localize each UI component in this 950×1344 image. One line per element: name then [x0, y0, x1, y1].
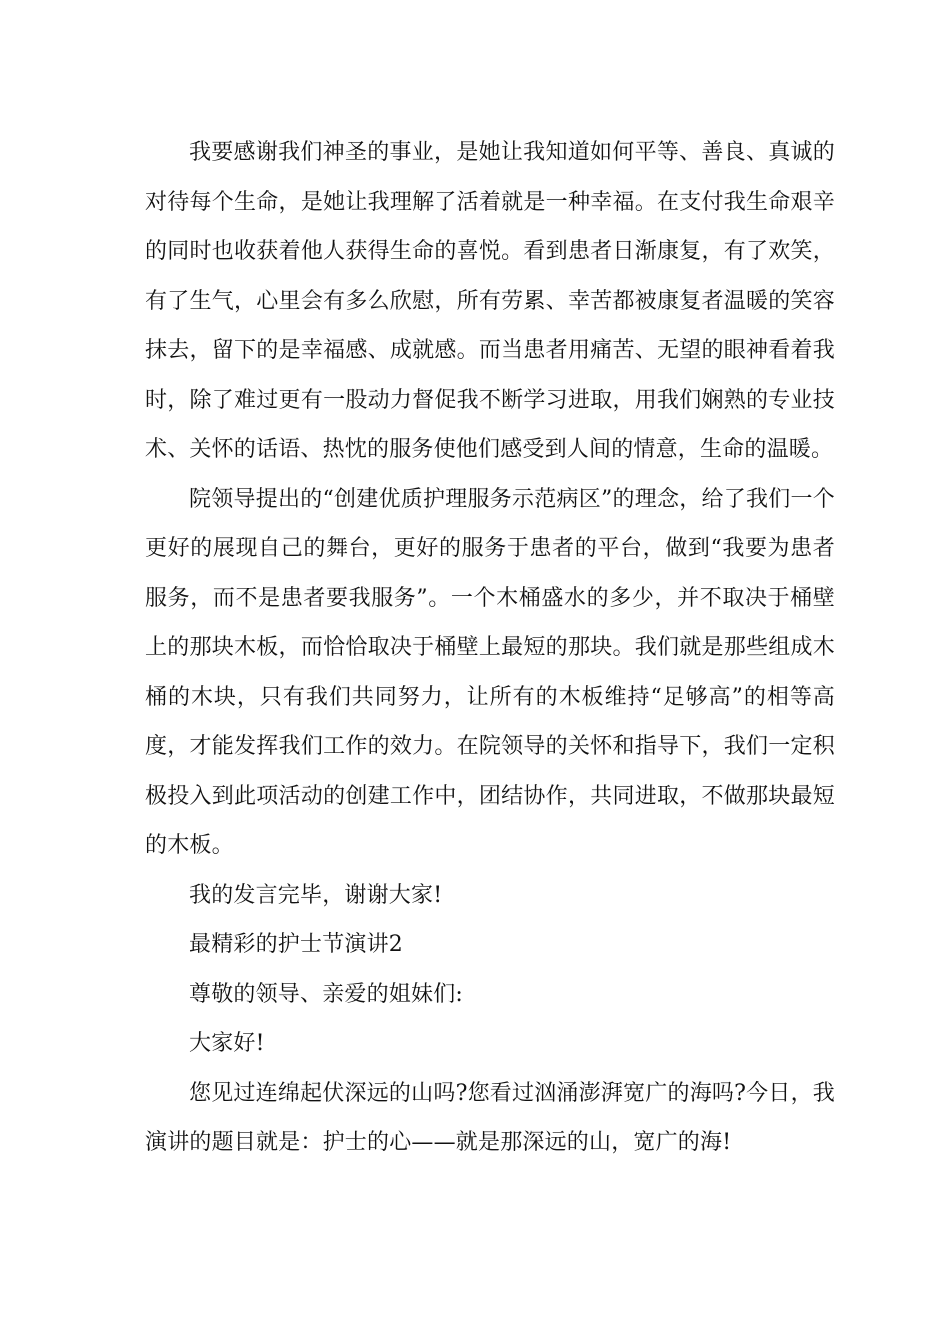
document-body	[145, 128, 835, 1168]
paragraph-opening: 您见过连绵起伏深远的山吗?您看过汹涌澎湃宽广的海吗?今日，我演讲的题目就是：护士的心——就是那深远的山，宽广的海!	[145, 1080, 835, 1155]
paragraph-gratitude: 我要感谢我们神圣的事业，是她让我知道如何平等、善良、真诚的对待每个生命，是她让我理解了活着就是一种幸福。在支付我生命艰辛的同时也收获着他人获得生命的喜悦。看到患者日渐康复，有了欢笑，有了生气，心里会有多么欣慰，所有劳累、幸苦都被康复者温暖的笑容抹去，留下的是幸福感、成就感。而当患者用痛苦、无望的眼神看着我时，除了难过更有一股动力督促我不断学习进取，用我们娴熟的专业技术、关怀的话语、热忱的服务使他们感受到人间的情意，生命的温暖。	[145, 140, 835, 462]
greeting: 大家好!	[189, 1031, 265, 1056]
paragraph-quality-care: 院领导提出的“创建优质护理服务示范病区”的理念，给了我们一个更好的展现自己的舞台，更好的服务于患者的平台，做到“我要为患者服务，而不是患者要我服务”。一个木桶盛水的多少，并不取决于桶壁上的那块木板，而恰恰取决于桶壁上最短的那块。我们就是那些组成木桶的木块，只有我们共同努力，让所有的木板维持“足够高”的相等高度，才能发挥我们工作的效力。在院领导的关怀和指导下，我们一定积极投入到此项活动的创建工作中，团结协作，共同进取，不做那块最短的木板。	[145, 486, 835, 858]
salutation: 尊敬的领导、亲爱的姐妹们:	[189, 981, 464, 1007]
paragraph-closing: 我的发言完毕，谢谢大家!	[189, 882, 443, 908]
speech-title: 最精彩的护士节演讲2	[189, 932, 403, 957]
